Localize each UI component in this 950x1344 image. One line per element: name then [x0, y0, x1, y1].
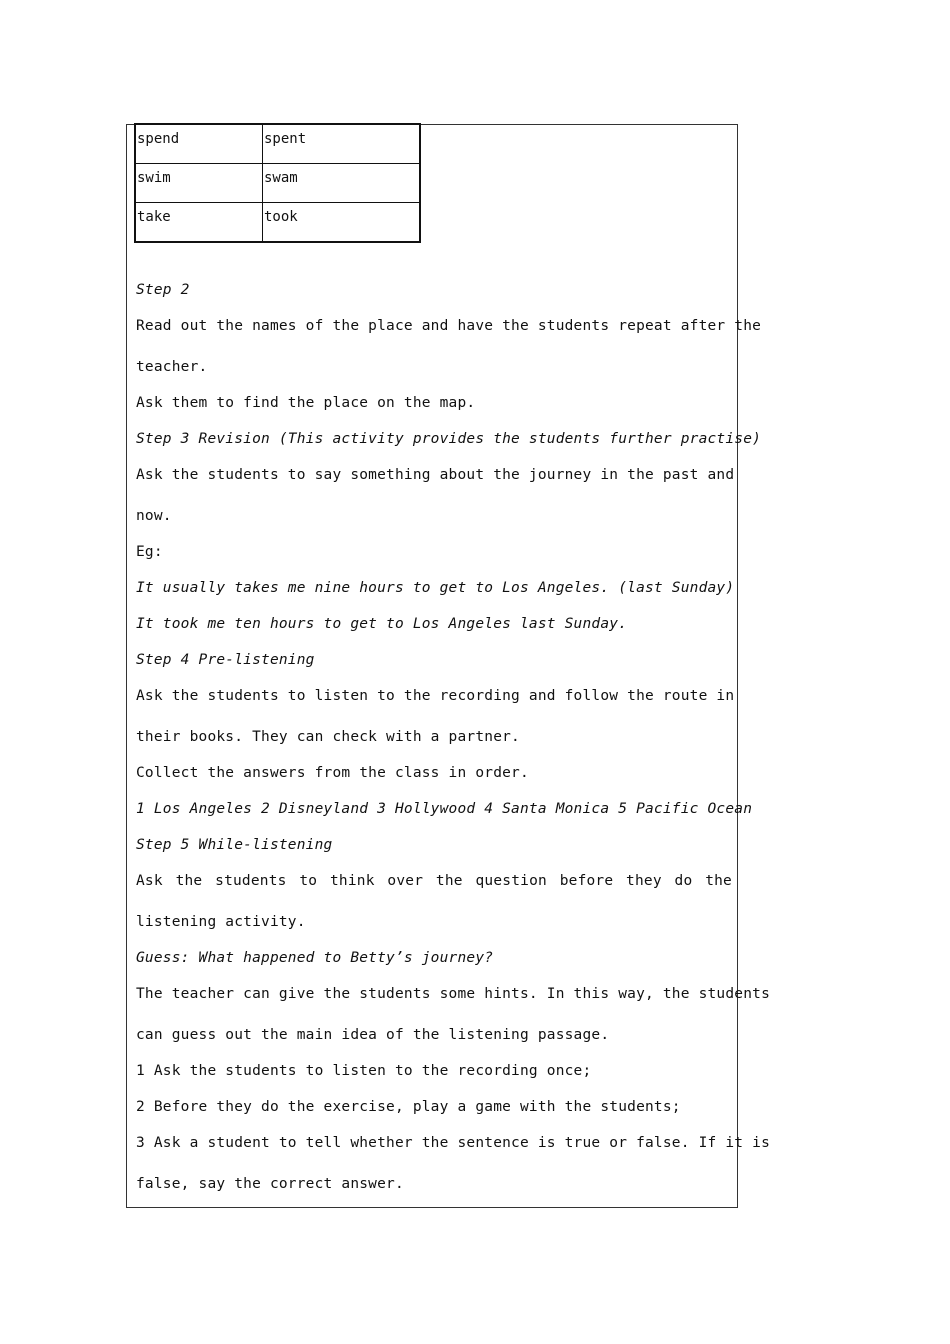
answer-line: 1 Los Angeles 2 Disneyland 3 Hollywood 4 Santa Monica 5 Pacific Ocean	[136, 801, 753, 817]
text-line: 1 Ask the students to listen to the recording once;	[136, 1063, 592, 1079]
step-heading: Step 4 Pre-listening	[136, 652, 315, 668]
step-heading: Step 5 While-listening	[136, 837, 333, 853]
verb-past-cell: spent	[263, 125, 420, 164]
table-row	[136, 203, 420, 242]
example-line: It took me ten hours to get to Los Angeles last Sunday.	[136, 616, 628, 632]
text-line: Ask the students to listen to the recording and follow the route in	[136, 688, 735, 704]
text-line: false, say the correct answer.	[136, 1176, 404, 1192]
text-line: now.	[136, 508, 172, 524]
text-line: Eg:	[136, 544, 163, 560]
text-line: teacher.	[136, 359, 208, 375]
text-line: Ask them to find the place on the map.	[136, 395, 476, 411]
step-heading: Step 2	[136, 282, 190, 298]
text-line: Ask the students to think over the question before they do the	[136, 873, 732, 889]
verb-past-cell: swam	[263, 164, 420, 203]
text-line: 3 Ask a student to tell whether the sentence is true or false. If it is	[136, 1135, 771, 1151]
question-line: Guess: What happened to Betty’s journey?	[136, 950, 494, 966]
text-line: listening activity.	[136, 914, 306, 930]
verb-base-cell: take	[136, 203, 263, 242]
text-line: 2 Before they do the exercise, play a game with the students;	[136, 1099, 681, 1115]
table-row	[136, 164, 420, 203]
text-line: Ask the students to say something about the journey in the past and	[136, 467, 735, 483]
text-line: their books. They can check with a partner.	[136, 729, 520, 745]
text-line: The teacher can give the students some hints. In this way, the students	[136, 986, 771, 1002]
step-heading: Step 3 Revision (This activity provides the students further practise)	[136, 431, 762, 447]
text-line: Read out the names of the place and have the students repeat after the	[136, 318, 762, 334]
example-line: It usually takes me nine hours to get to Los Angeles. (last Sunday)	[136, 580, 735, 596]
verb-base-cell: swim	[136, 164, 263, 203]
text-line: Collect the answers from the class in order.	[136, 765, 529, 781]
verb-base-cell: spend	[136, 125, 263, 164]
text-line: can guess out the main idea of the listening passage.	[136, 1027, 610, 1043]
verb-table	[135, 124, 420, 242]
table-row	[136, 125, 420, 164]
verb-past-cell: took	[263, 203, 420, 242]
